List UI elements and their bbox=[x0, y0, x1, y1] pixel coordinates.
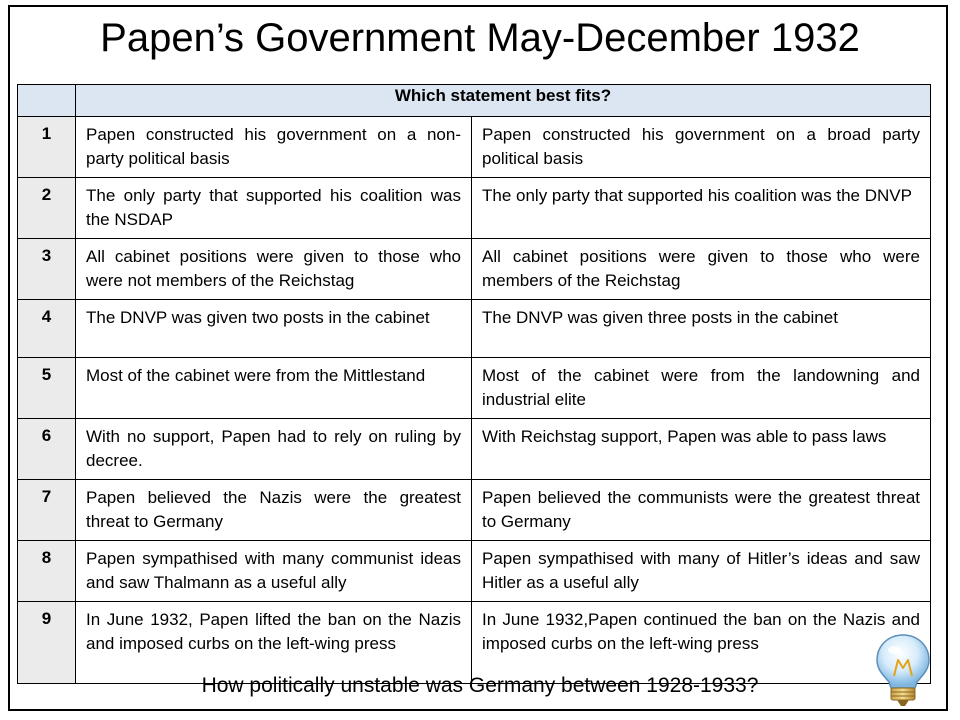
statement-left: With no support, Papen had to rely on ruling by decree. bbox=[76, 419, 472, 480]
footer-question: How politically unstable was Germany between 1928-1933? bbox=[201, 674, 759, 697]
statements-table bbox=[17, 84, 931, 684]
statement-right: All cabinet positions were given to those who were members of the Reichstag bbox=[472, 239, 931, 300]
page-title: Papen’s Government May-December 1932 bbox=[100, 16, 860, 60]
table-header: Which statement best fits? bbox=[76, 85, 931, 117]
statement-right: With Reichstag support, Papen was able to pass laws bbox=[472, 419, 931, 480]
row-number: 4 bbox=[18, 300, 76, 358]
row-number: 5 bbox=[18, 358, 76, 419]
row-number: 9 bbox=[18, 602, 76, 684]
table-row bbox=[18, 239, 931, 300]
statement-right: Most of the cabinet were from the landowning and industrial elite bbox=[472, 358, 931, 419]
statement-left: Papen constructed his government on a non-party political basis bbox=[76, 117, 472, 178]
table-row bbox=[18, 602, 931, 684]
statement-left: Papen believed the Nazis were the greatest threat to Germany bbox=[76, 480, 472, 541]
statement-left: The DNVP was given two posts in the cabinet bbox=[76, 300, 472, 358]
statement-right: In June 1932,Papen continued the ban on the Nazis and imposed curbs on the left-wing press bbox=[472, 602, 931, 684]
table-header-row bbox=[18, 85, 931, 117]
statement-left: Papen sympathised with many communist ideas and saw Thalmann as a useful ally bbox=[76, 541, 472, 602]
statement-right: Papen sympathised with many of Hitler’s ideas and saw Hitler as a useful ally bbox=[472, 541, 931, 602]
statement-right: The DNVP was given three posts in the cabinet bbox=[472, 300, 931, 358]
table-row bbox=[18, 117, 931, 178]
table-row bbox=[18, 480, 931, 541]
row-number: 3 bbox=[18, 239, 76, 300]
table-row bbox=[18, 419, 931, 480]
statement-right: Papen constructed his government on a broad party political basis bbox=[472, 117, 931, 178]
row-number: 2 bbox=[18, 178, 76, 239]
table-row bbox=[18, 178, 931, 239]
row-number: 8 bbox=[18, 541, 76, 602]
statement-left: Most of the cabinet were from the Mittlestand bbox=[76, 358, 472, 419]
statement-right: The only party that supported his coalition was the DNVP bbox=[472, 178, 931, 239]
row-number: 1 bbox=[18, 117, 76, 178]
statement-left: In June 1932, Papen lifted the ban on the Nazis and imposed curbs on the left-wing press bbox=[76, 602, 472, 684]
lightbulb-icon bbox=[872, 632, 934, 708]
row-number: 7 bbox=[18, 480, 76, 541]
table-row bbox=[18, 541, 931, 602]
header-corner-cell bbox=[18, 85, 76, 117]
statement-left: The only party that supported his coalition was the NSDAP bbox=[76, 178, 472, 239]
statement-left: All cabinet positions were given to those who were not members of the Reichstag bbox=[76, 239, 472, 300]
statement-right: Papen believed the communists were the greatest threat to Germany bbox=[472, 480, 931, 541]
row-number: 6 bbox=[18, 419, 76, 480]
table-row bbox=[18, 358, 931, 419]
table-row bbox=[18, 300, 931, 358]
